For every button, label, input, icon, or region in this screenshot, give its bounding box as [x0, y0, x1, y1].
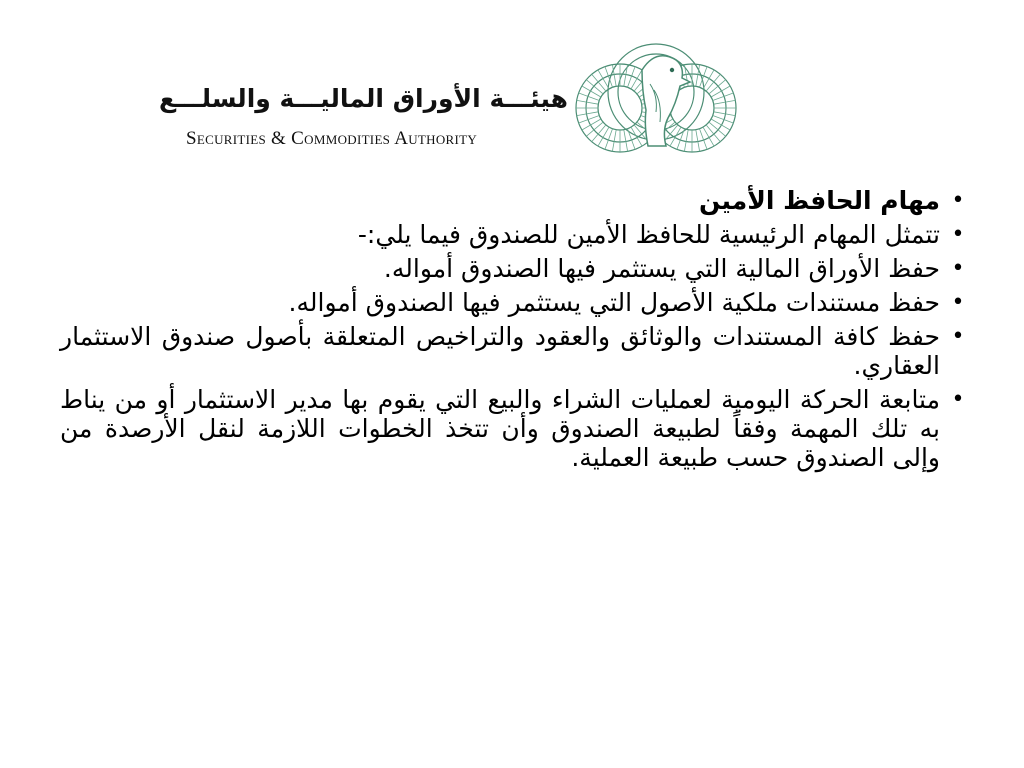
bullet-text: تتمثل المهام الرئيسية للحافظ الأمين للصندوق فيما يلي:-	[357, 220, 940, 249]
logo-header	[158, 30, 740, 170]
bullet-text: حفظ مستندات ملكية الأصول التي يستثمر فيها الصندوق أمواله.	[288, 288, 940, 317]
org-name-english: Securities & Commodities Authority	[186, 128, 478, 149]
bullet-dot: •	[951, 324, 965, 349]
list-item	[60, 322, 968, 380]
bullet-text: حفظ كافة المستندات والوثائق والعقود والتراخيص المتعلقة بأصول صندوق الاستثمار العقاري.	[60, 322, 940, 380]
bullet-list	[60, 186, 968, 472]
bullet-dot: •	[951, 290, 965, 315]
bullet-content	[60, 186, 968, 477]
bullet-dot: •	[951, 188, 965, 213]
list-item	[60, 186, 968, 215]
bullet-text: متابعة الحركة اليومية لعمليات الشراء والبيع التي يقوم بها مدير الاستثمار أو من يناط به تلك المهمة وفقاً لطبيعة الصندوق وأن تتخذ الخطوات اللازمة لنقل الأرصدة من وإلى الصندوق حسب طبيعة العملية.	[60, 385, 940, 472]
bullet-dot: •	[951, 222, 965, 247]
bullet-text: مهام الحافظ الأمين	[699, 186, 940, 215]
bullet-dot: •	[951, 256, 965, 281]
org-name-arabic: هيئـــة الأوراق الماليـــة والسلـــع	[158, 84, 568, 113]
list-item	[60, 385, 968, 472]
list-item	[60, 254, 968, 283]
bullet-text: حفظ الأوراق المالية التي يستثمر فيها الصندوق أمواله.	[383, 254, 940, 283]
falcon-emblem-icon	[572, 30, 740, 170]
list-item	[60, 288, 968, 317]
list-item	[60, 220, 968, 249]
bullet-dot: •	[951, 387, 965, 412]
